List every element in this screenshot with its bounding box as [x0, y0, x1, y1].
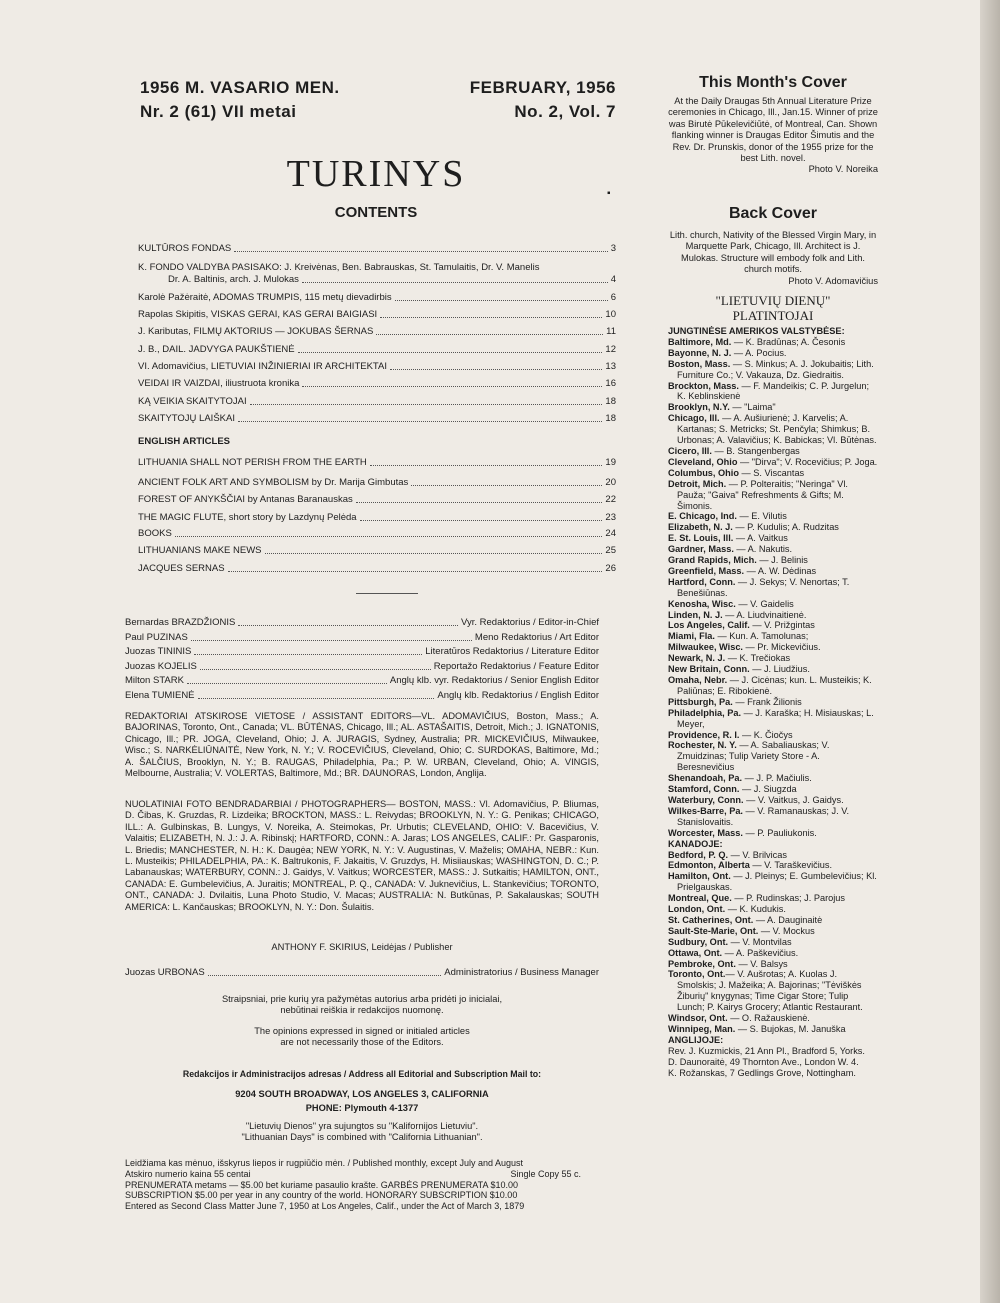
distributor-city: Cleveland, Ohio: [668, 456, 738, 467]
distributor-city: Hamilton, Ont.: [668, 871, 731, 882]
distributor-entry: [668, 620, 878, 631]
toc-item[interactable]: Karolė Pažėraitė, ADOMAS TRUMPIS, 115 metų dievadirbis 6: [138, 292, 616, 303]
distributor-city: Winnipeg, Man.: [668, 1024, 736, 1034]
distributor-city: Worcester, Mass.: [668, 827, 743, 838]
distributor-city: New Britain, Conn.: [668, 664, 750, 675]
back-cover-caption: Lith. church, Nativity of the Blessed Virgin Mary, in Marquette Park, Chicago, Ill. Architect is J. Mulokas. Structure will embody folk and Lith. church motifs. Photo V. Adomavičius: [669, 230, 878, 286]
distributor-city: Toronto, Ont.: [668, 969, 726, 980]
distributor-names: — J. Siugzda: [739, 784, 797, 795]
publication-info: Leidžiama kas mėnuo, išskyrus liepos ir rugpiūčio mėn. / Published monthly, except July and August Atskiro numerio kaina 55 centai Single Copy 55 c. PRENUMERATA metams — $5.00 bet kuriame pasaulio krašte. GARBĖS PRENUMERATA $10.00 SUBSCRIPTION $5.00 per year in any country of the world. HONORARY SUBSCRIPTION $10.00 Entered as Second Class Matter June 7, 1950 at Los Angeles, Calif., under the Act of March 3, 1879: [125, 1158, 581, 1212]
distributor-names: — K. Čiočys: [739, 729, 793, 740]
distributor-names: — Kun. A. Tamolunas;: [714, 631, 809, 642]
distributor-entry: [668, 653, 878, 664]
distributor-region-heading: KANADOJE:: [668, 838, 723, 849]
distributor-city: E. St. Louis, Ill.: [668, 533, 734, 544]
address: 9204 SOUTH BROADWAY, LOS ANGELES 3, CALIFORNIA: [235, 1089, 489, 1099]
distributor-city: Providence, R. I.: [668, 729, 740, 740]
distributor-entry: [668, 1013, 878, 1024]
distributor-entry: [668, 348, 878, 359]
distributor-city: Cicero, Ill.: [668, 445, 712, 456]
assistant-editors: REDAKTORIAI ATSKIROSE VIETOSE / ASSISTANT EDITORS—VL. ADOMAVIČIUS, Boston, Mass.; A. BAJORINAS, Toronto, Ont., Canada; VL. BŪTĖNAS, Chicago, Ill.; AL. ASTAŠAITIS, Detroit, Mich.; J. IGNATONIS, Chicago, Ill.; PR. JOGA, Cleveland, Ohio; J. A. JURAGIS, Sydney, Australia; PR. MICKEVIČIUS, Milwaukee, Wisc.; S. NARKĖLIŪNAITĖ, New York, N. Y.; V. ROCEVIČIUS, Cleveland, Ohio; C. SURDOKAS, Baltimore, Md.; A. ŠALČIUS, Brooklyn, N. Y.; B. RAUGAS, Philadelphia, Pa.; P. W. URBAN, Cleveland, Ohio; A. VINGIS, Melbourne, Australia; V. VOLERTAS, Baltimore, Md.; BR. DAUNORAS, London, Anglija.: [125, 711, 599, 779]
distributor-entry: [668, 457, 878, 468]
contents-label: CONTENTS: [334, 204, 418, 221]
distributor-city: Baltimore, Md.: [668, 336, 732, 347]
toc-item[interactable]: VEIDAI IR VAIZDAI, iliustruota kronika 16: [138, 378, 616, 389]
distributor-city: Boston, Mass.: [668, 358, 731, 369]
distributor-city: Chicago, Ill.: [668, 413, 720, 424]
business-manager: Juozas URBONAS Administratorius / Business Manager: [125, 967, 599, 978]
distributor-entry: [668, 969, 878, 1013]
divider: [356, 593, 418, 594]
distributor-entry: [668, 697, 878, 708]
disclaimer-en: The opinions expressed in signed or initialed articles are not necessarily those of the Editors.: [254, 1026, 470, 1048]
distributor-city: Brooklyn, N.Y.: [668, 402, 730, 413]
back-cover-title: Back Cover: [728, 205, 818, 222]
distributor-entry: [668, 599, 878, 610]
toc-item[interactable]: ANCIENT FOLK ART AND SYMBOLISM by Dr. Marija Gimbutas 20: [138, 477, 616, 488]
distributor-names: Rev. J. Kuzmickis, 21 Ann Pl., Bradford 5, Yorks.: [668, 1045, 865, 1056]
staff-row: Milton STARK Anglų klb. vyr. Redaktorius / Senior English Editor: [125, 675, 599, 686]
distributor-region-heading: JUNGTINĖSE AMERIKOS VALSTYBĖSE:: [668, 326, 845, 336]
distributor-names: — A. Paškevičius.: [722, 947, 799, 958]
distributor-names: — "Laima": [729, 402, 776, 413]
toc-item[interactable]: JACQUES SERNAS 26: [138, 563, 616, 574]
distributor-entry: [668, 577, 878, 599]
toc-item[interactable]: LITHUANIANS MAKE NEWS 25: [138, 545, 616, 556]
distributor-entry: [668, 381, 878, 403]
distributor-entry: [668, 664, 878, 675]
phone: PHONE: Plymouth 4-1377: [305, 1103, 419, 1113]
distributors-list: [668, 326, 878, 1079]
merger-note: "Lietuvių Dienos" yra sujungtos su "Kalifornijos Lietuviu". "Lithuanian Days" is combined with "California Lithuanian".: [241, 1121, 483, 1143]
distributor-entry: [668, 904, 878, 915]
distributor-names: — V. Aušrotas; A. Kuolas J. Smolskis; J. Mažeika; A. Bajorinas; "Tėviškės Žiburių" knygynas; Time Cigar Store; Tulip Lunch; P. Kairys Grocery; Atlantic Restaurant.: [677, 969, 863, 1013]
issue-number-en: No. 2, Vol. 7: [514, 102, 616, 121]
distributor-names: — O. Ražauskienė.: [727, 1013, 810, 1024]
distributor-city: Elizabeth, N. J.: [668, 522, 733, 533]
distributor-names: — V. Ramanauskas; J. V. Stanislovaitis.: [677, 805, 850, 827]
distributor-city: Gardner, Mass.: [668, 544, 734, 555]
staff-row: Juozas TININIS Literatūros Redaktorius / Literature Editor: [125, 646, 599, 657]
distributor-entry: [668, 806, 878, 828]
distributor-entry: [668, 511, 878, 522]
toc-item[interactable]: SKAITYTOJŲ LAIŠKAI 18: [138, 413, 616, 424]
distributor-entry: [668, 337, 878, 348]
distributor-entry: [668, 850, 878, 861]
distributor-names: — V. Vaitkus, J. Gaidys.: [743, 794, 844, 805]
ornament-icon: ▪: [607, 188, 611, 199]
distributor-names: — J. Karaška; H. Misiauskas; L. Meyer,: [677, 707, 874, 729]
distributor-names: — A. Vaitkus: [733, 533, 788, 544]
toc-item[interactable]: J. Kaributas, FILMŲ AKTORIUS — JOKUBAS ŠERNAS 11: [138, 326, 616, 337]
toc-item[interactable]: LITHUANIA SHALL NOT PERISH FROM THE EARTH 19: [138, 457, 616, 468]
distributor-names: — A. W. Dėdinas: [744, 565, 817, 576]
distributor-city: Brockton, Mass.: [668, 380, 739, 391]
distributor-entry: [668, 446, 878, 457]
distributor-names: D. Daunoraitė, 49 Thornton Ave., London W. 4.: [668, 1056, 859, 1067]
distributor-names: — "Dirva"; V. Rocevičius; P. Joga.: [737, 456, 878, 467]
distributor-city: Waterbury, Conn.: [668, 794, 744, 805]
distributor-entry: [668, 413, 878, 446]
cover-title: This Month's Cover: [699, 74, 847, 91]
distributor-names: — V. Brilvicas: [728, 849, 787, 860]
distributor-entry: [668, 893, 878, 904]
issue-number-lt: Nr. 2 (61) VII metai: [140, 102, 297, 121]
issue-header-lt: [140, 76, 340, 124]
distributor-names: K. Rožanskas, 7 Gedlings Grove, Nottingham.: [668, 1067, 856, 1078]
address-label: Redakcijos ir Administracijos adresas / Address all Editorial and Subscription Mail to:: [182, 1069, 542, 1079]
distributor-city: Pittsburgh, Pa.: [668, 696, 733, 707]
distributor-city: Hartford, Conn.: [668, 576, 736, 587]
toc-item[interactable]: VI. Adomavičius, LIETUVIAI INŽINIERIAI IR ARCHITEKTAI 13: [138, 361, 616, 372]
distributor-city: Columbus, Ohio: [668, 467, 739, 478]
distributor-city: E. Chicago, Ind.: [668, 511, 737, 522]
distributor-city: Ottawa, Ont.: [668, 947, 723, 958]
distributor-entry: [668, 773, 878, 784]
distributor-names: — V. Mockus: [758, 925, 815, 936]
english-articles-heading: ENGLISH ARTICLES: [138, 436, 231, 447]
distributor-city: Milwaukee, Wisc.: [668, 642, 743, 653]
distributor-entry: [668, 959, 878, 970]
distributor-entry: [668, 359, 878, 381]
distributor-region-heading: ANGLIJOJE:: [668, 1034, 724, 1045]
distributor-entry: [668, 642, 878, 653]
toc-item[interactable]: THE MAGIC FLUTE, short story by Lazdynų Pelėda 23: [138, 512, 616, 523]
distributor-entry: [668, 544, 878, 555]
distributor-entry: [668, 915, 878, 926]
distributor-names: — P. Polteraitis; "Neringa" Vl. Pauža; "Gaiva" Refreshments & Gifts; M. Šimonis.: [677, 478, 848, 511]
distributor-entry: [668, 740, 878, 773]
distributor-names: — J. P. Mačiulis.: [742, 773, 812, 784]
distributor-entry: [668, 828, 878, 839]
toc-item[interactable]: Dr. A. Baltinis, arch. J. Mulokas 4: [168, 274, 616, 285]
distributor-city: Grand Rapids, Mich.: [668, 555, 757, 566]
distributor-city: Stamford, Conn.: [668, 784, 740, 795]
distributor-names: — A. Pocius.: [731, 347, 787, 358]
distributor-entry: [668, 631, 878, 642]
distributor-city: Kenosha, Wisc.: [668, 598, 736, 609]
disclaimer-lt: Straipsniai, prie kurių yra pažymėtas autorius arba pridėti jo inicialai, nebūtinai reiškia ir redakcijos nuomonę.: [221, 994, 503, 1016]
distributor-entry: [668, 479, 878, 512]
distributor-names: — A. Liudvinaitienė.: [722, 609, 807, 620]
distributor-names: — J. Liudžius.: [749, 664, 810, 675]
distributor-city: Omaha, Nebr.: [668, 675, 728, 685]
distributor-city: Greenfield, Mass.: [668, 565, 745, 576]
distributor-city: Bayonne, N. J.: [668, 347, 732, 358]
distributor-names: — A. Nakutis.: [733, 544, 793, 555]
distributor-entry: [668, 795, 878, 806]
distributor-entry: [668, 1068, 878, 1079]
toc-item[interactable]: KULTŪROS FONDAS 3: [138, 243, 616, 254]
staff-row: Juozas KOJELIS Reportažo Redaktorius / Feature Editor: [125, 661, 599, 672]
distributor-entry: [668, 522, 878, 533]
distributor-entry: [668, 566, 878, 577]
distributor-city: Wilkes-Barre, Pa.: [668, 805, 743, 816]
distributor-city: Los Angeles, Calif.: [668, 620, 750, 631]
distributor-names: — S. Bujokas, M. Januška: [735, 1024, 846, 1034]
distributor-city: Miami, Fla.: [668, 631, 715, 642]
toc-item[interactable]: J. B., DAIL. JADVYGA PAUKŠTIENĖ 12: [138, 344, 616, 355]
distributor-city: Rochester, N. Y.: [668, 740, 737, 751]
distributor-city: Shenandoah, Pa.: [668, 773, 743, 784]
distributor-city: Sault-Ste-Marie, Ont.: [668, 925, 759, 936]
distributor-names: — S. Viscantas: [738, 467, 805, 478]
toc-item[interactable]: BOOKS 24: [138, 528, 616, 539]
distributor-city: Newark, N. J.: [668, 653, 726, 664]
distributor-names: — Frank Žilionis: [732, 696, 802, 707]
toc-item[interactable]: KĄ VEIKIA SKAITYTOJAI 18: [138, 396, 616, 407]
distributor-city: Detroit, Mich.: [668, 478, 727, 489]
distributor-names: — K. Kudukis.: [725, 904, 786, 915]
photographers: NUOLATINIAI FOTO BENDRADARBIAI / PHOTOGRAPHERS— BOSTON, MASS.: Vl. Adomavičius, P. Bliumas, D. Čibas, K. Gruzdas, R. Lizdeika; BROCKTON, MASS.: L. Reivydas; BROOKLYN, N. Y.: G. Penikas; CHICAGO, ILL.: A. Gulbinskas, B. Lungys, V. Noreika, A. Steimokas, Pr. Urbutis; CLEVELAND, OHIO: V. Bacevičius, V. Valaitis; ELIZABETH, N. J.: J. A. Ribinskį; HARTFORD, CONN.: A. Jaras; LOS ANGELES, CALIF.: Pr. Gasparonis, L. Briedis; MANCHESTER, N. H.: K. Daugėa; NEW YORK, N. Y.: V. Augustinas, V. Maželis; OMAHA, NEBR.: Kun. L. Musteikis; PHILADELPHIA, PA.: K. Baltrukonis, F. Jakaitis, V. Gruzdys, H. Misiiauskas; WASHINGTON, D. C.; P. Labanauskas; WATERBURY, CONN.: J. Gaidys, V. Vaitkus; WORCESTER, MASS.: J. Sutkaitis; HAMILTON, ONT., CANADA: E. Gumbelevičius, A. Juraitis; MONTREAL, P. Q., CANADA: V. Juknevičius, L. Stankevičius; TORONTO, ONT., CANADA: J. Dvilaitis, Luna Photo Studio, V. Macas; AUSTRALIA: N. Butkūnas, P. Sakalauskas; SOUTH AMERICA: L. Kančauskas; BROOKLYN, N. Y.: Don. Šulaitis.: [125, 799, 599, 912]
staff-row: Paul PUZINAS Meno Redaktorius / Art Editor: [125, 632, 599, 643]
distributor-city: Edmonton, Alberta: [668, 860, 750, 871]
publisher: ANTHONY F. SKIRIUS, Leidėjas / Publisher: [271, 942, 453, 952]
distributor-city: Sudbury, Ont.: [668, 936, 729, 947]
distributor-names: — B. Stangenbergas: [711, 445, 800, 456]
distributor-names: — J. Cicėnas; kun. L. Musteikis; K. Paliūnas; E. Ribokienė.: [677, 675, 872, 696]
distributor-entry: [668, 860, 878, 871]
distributor-names: — V. Montvilas: [728, 936, 792, 947]
distributor-entry: [668, 533, 878, 544]
distributor-names: — P. Kudulis; A. Rudzitas: [732, 522, 839, 533]
toc-item[interactable]: FOREST OF ANYKŠČIAI by Antanas Baranauskas 22: [138, 494, 616, 505]
distributor-entry: [668, 402, 878, 413]
distributor-entry: [668, 555, 878, 566]
issue-date-en: FEBRUARY, 1956: [469, 78, 616, 97]
distributor-names: — V. Balsys: [735, 958, 788, 969]
distributor-names: — V. Taraškevičius.: [749, 860, 833, 871]
distributor-names: — A. Sabaliauskas; V. Zmuidzinas; Tulip Variety Store - A. Beresnevičius: [677, 740, 830, 773]
distributor-entry: [668, 871, 878, 893]
toc-item[interactable]: K. FONDO VALDYBA PASISAKO: J. Kreivėnas, Ben. Babrauskas, St. Tamulaitis, Dr. V. Manelis: [138, 262, 540, 273]
distributor-city: Montreal, Que.: [668, 893, 732, 904]
page-title: TURINYS: [286, 153, 466, 195]
page-spine: [980, 0, 1000, 1303]
staff-row: Bernardas BRAZDŽIONIS Vyr. Redaktorius / Editor-in-Chief: [125, 617, 599, 628]
distributor-names: — F. Mandeikis; C. P. Jurgelun; K. Keblinskienė: [677, 380, 870, 402]
distributor-names: — Pr. Mickevičius.: [742, 642, 821, 653]
distributor-entry: [668, 1046, 878, 1057]
distributor-city: St. Catherines, Ont.: [668, 914, 754, 925]
cover-caption: At the Daily Draugas 5th Annual Literature Prize ceremonies in Chicago, Ill., Jan.15. Winner of prize was Birutė Pūkelevičiūtė, of Montreal, Can. Shown flanking winner is Draugas Editor Šimutis and the Rev. Dr. Prunskis, donor of the 1955 prize for the best Lith. novel. Photo V. Noreika: [668, 96, 878, 175]
distributor-names: — P. Rudinskas; J. Parojus: [731, 893, 846, 904]
distributor-entry: [668, 926, 878, 937]
distributor-names: — J. Pleinys; E. Gumbelevičius; Kl. Prielgauskas.: [677, 871, 877, 893]
distributor-names: — A. Aušiurienė; J. Karvelis; A. Kartanas; S. Metricks; St. Penčyla; Shimkus; B. Urbonas; A. Valavičius; K. Babickas; Vl. Būtėnas.: [677, 413, 877, 446]
distributor-entry: [668, 784, 878, 795]
distributors-title: "LIETUVIŲ DIENŲ" PLATINTOJAI: [715, 293, 831, 323]
distributor-entry: [668, 468, 878, 479]
distributor-city: Windsor, Ont.: [668, 1013, 728, 1024]
distributor-names: — V. Gaidelis: [735, 598, 794, 609]
distributor-names: — K. Bradūnas; A. Česonis: [731, 336, 846, 347]
distributor-entry: [668, 1024, 878, 1035]
distributor-city: London, Ont.: [668, 904, 726, 915]
distributor-names: — A. Dauginaitė: [753, 914, 823, 925]
distributor-entry: [668, 948, 878, 959]
distributor-entry: [668, 610, 878, 621]
issue-date-lt: 1956 M. VASARIO MEN.: [140, 78, 340, 97]
toc-item[interactable]: Rapolas Skipitis, VISKAS GERAI, KAS GERAI BAIGIASI 10: [138, 309, 616, 320]
distributor-entry: [668, 675, 878, 697]
distributor-city: Linden, N. J.: [668, 609, 723, 620]
distributor-entry: [668, 730, 878, 741]
distributor-names: — E. Vilutis: [736, 511, 787, 522]
distributor-city: Pembroke, Ont.: [668, 958, 736, 969]
distributor-entry: [668, 708, 878, 730]
distributor-names: — K. Trečiokas: [725, 653, 791, 664]
distributor-names: — S. Minkus; A. J. Jokubaitis; Lith. Furniture Co.; V. Vakauza, Dz. Giedraitis.: [677, 358, 874, 380]
distributor-city: Bedford, P. Q.: [668, 849, 729, 860]
issue-header-en: [440, 76, 616, 124]
distributor-names: — V. Prižgintas: [749, 620, 815, 631]
distributor-names: — J. Sekys; V. Nenortas; T. Benešiūnas.: [677, 576, 850, 598]
distributor-names: — P. Pauliukonis.: [742, 827, 817, 838]
distributor-entry: [668, 1057, 878, 1068]
staff-row: Elena TUMIENĖ Anglų klb. Redaktorius / English Editor: [125, 690, 599, 701]
distributor-names: — J. Belinis: [756, 555, 808, 566]
distributor-city: Philadelphia, Pa.: [668, 707, 742, 718]
distributor-entry: [668, 937, 878, 948]
